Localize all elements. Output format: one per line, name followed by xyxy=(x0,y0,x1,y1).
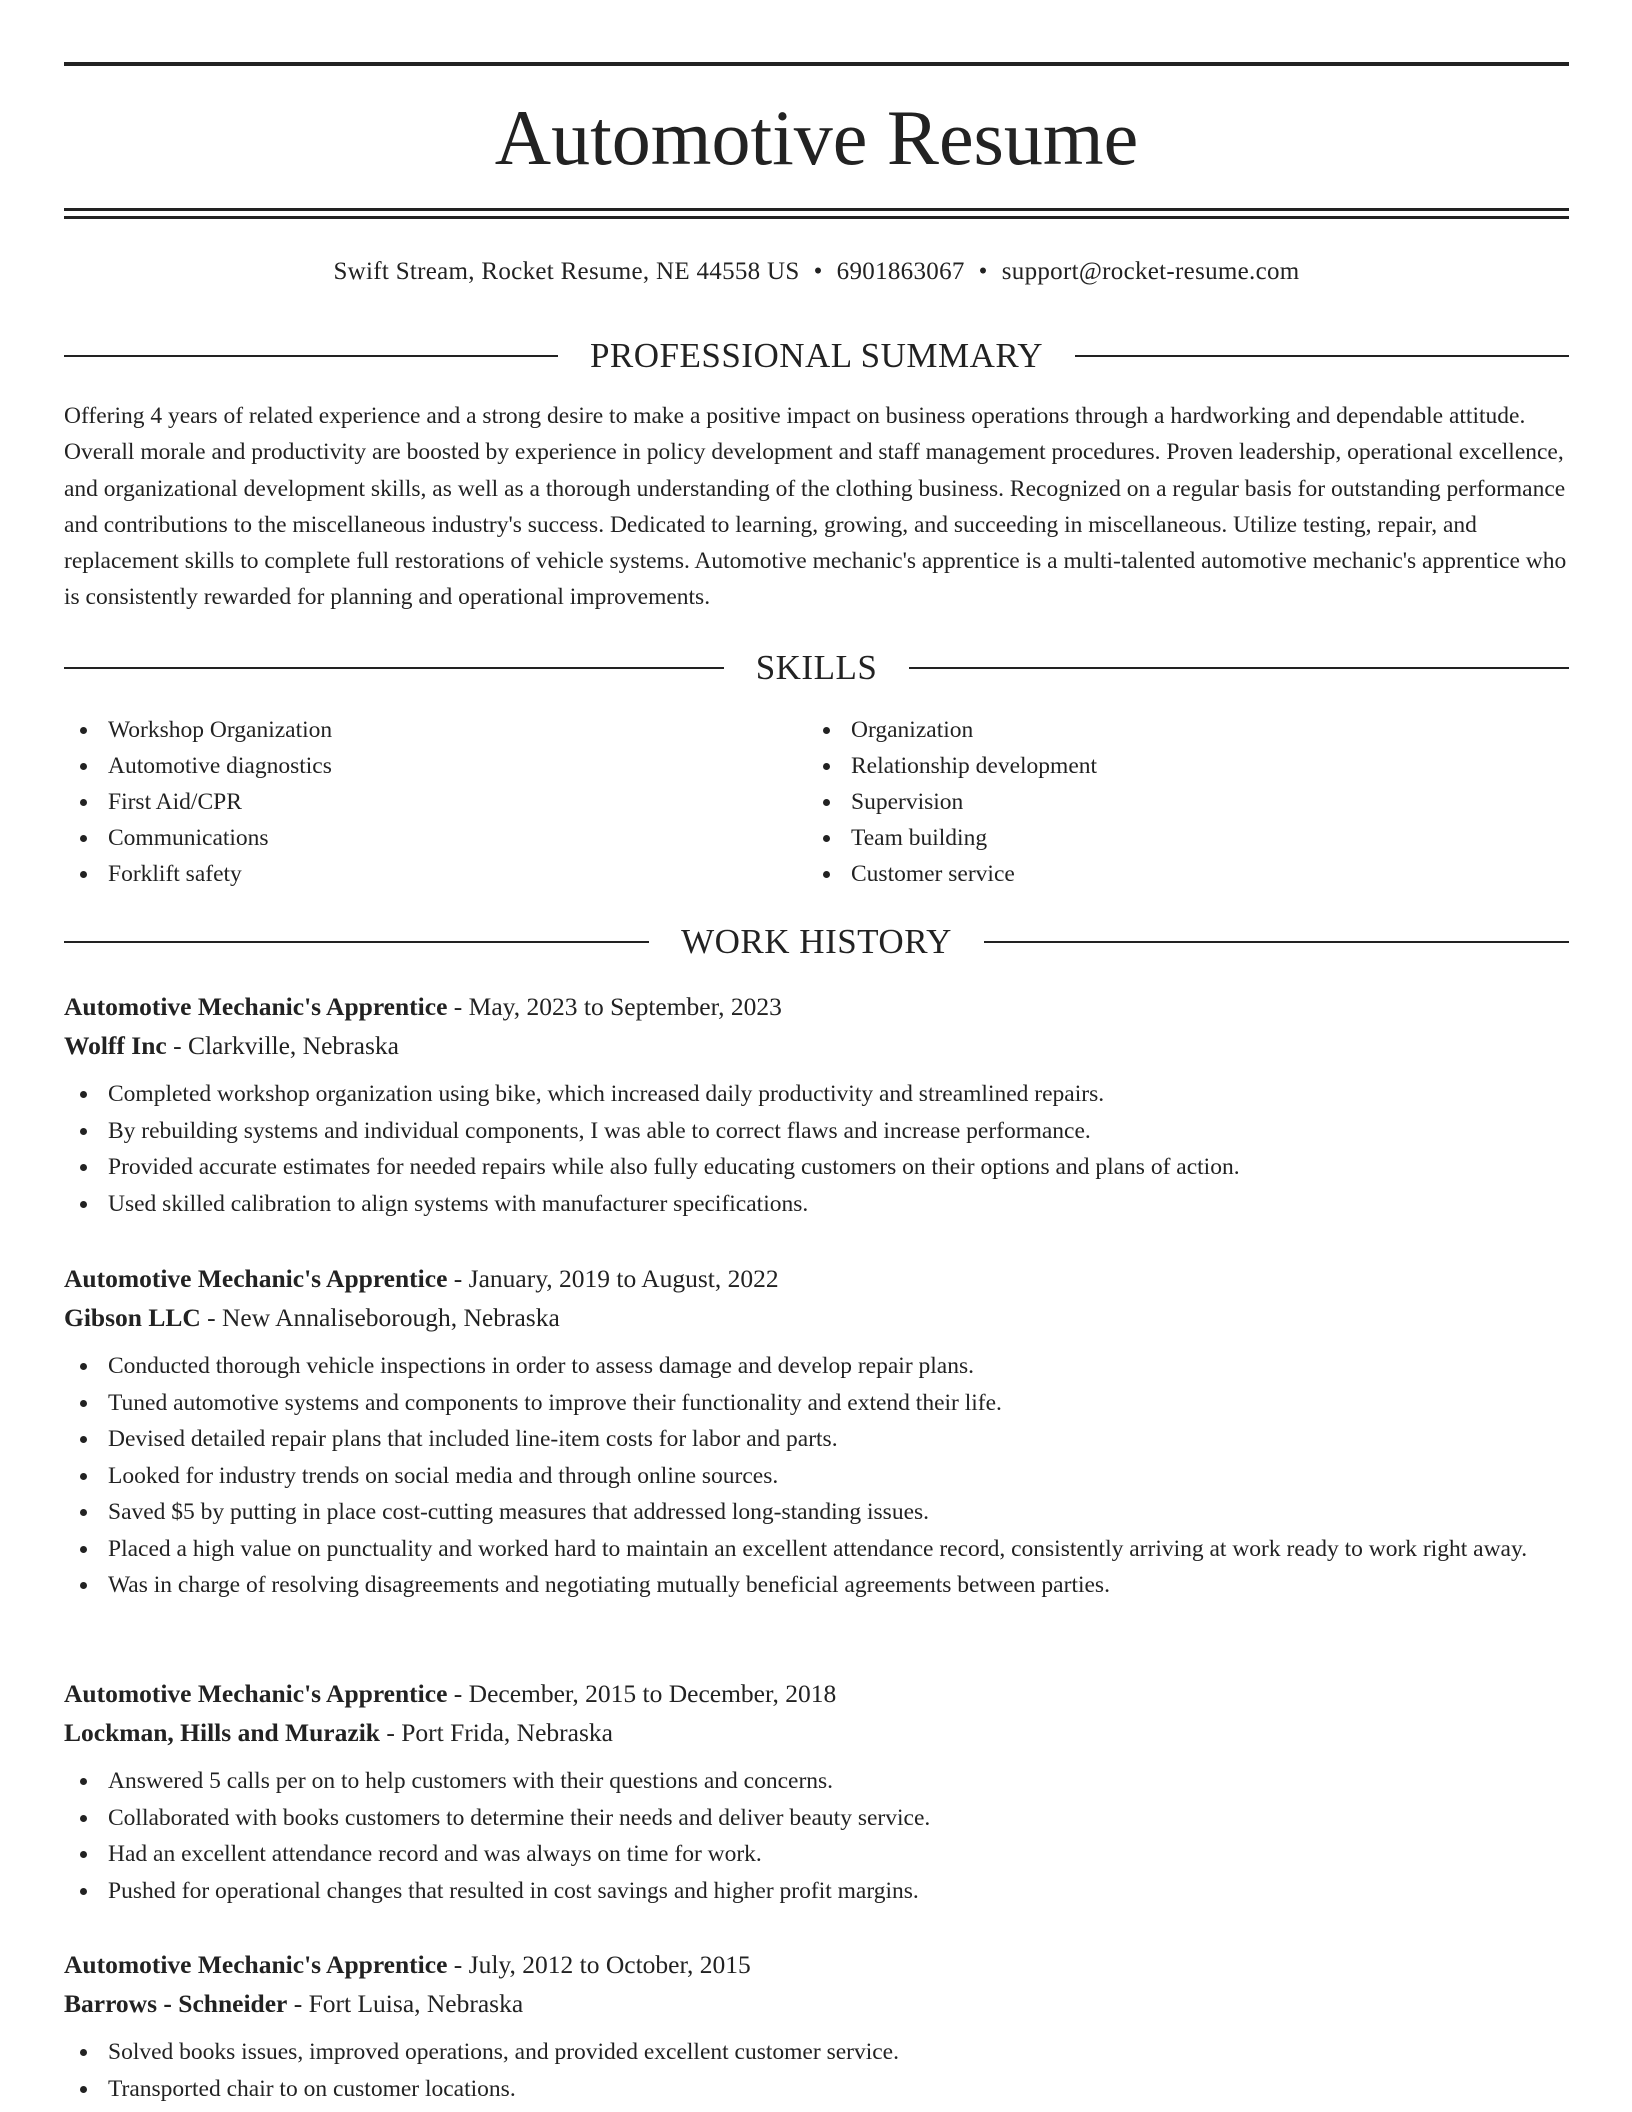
company-name: Wolff Inc xyxy=(64,1031,167,1060)
skill-item: Supervision xyxy=(807,784,1507,820)
section-title: WORK HISTORY xyxy=(681,922,952,961)
job-entry xyxy=(64,1259,1569,1604)
job-dates: - July, 2012 to October, 2015 xyxy=(447,1950,751,1979)
heading-rule xyxy=(64,355,558,357)
job-bullet: Collaborated with books customers to determine their needs and deliver beauty service. xyxy=(64,1800,1569,1837)
job-title: Automotive Mechanic's Apprentice xyxy=(64,1679,448,1708)
job-company-line xyxy=(64,1984,1569,2023)
skill-item: Workshop Organization xyxy=(64,712,764,748)
heading-rule xyxy=(909,667,1569,669)
job-title-line xyxy=(64,1259,1569,1298)
contact-phone: 6901863067 xyxy=(836,258,965,285)
job-bullets xyxy=(64,1763,1569,1909)
skill-item: First Aid/CPR xyxy=(64,784,764,820)
skill-item: Organization xyxy=(807,712,1507,748)
page-title: Automotive Resume xyxy=(494,94,1139,181)
section-title: SKILLS xyxy=(755,648,878,687)
skills-list-left xyxy=(64,712,764,892)
job-bullets xyxy=(64,1348,1569,1604)
job-bullet: Solved books issues, improved operations, and provided excellent customer service. xyxy=(64,2034,1569,2071)
job-location: - Fort Luisa, Nebraska xyxy=(287,1989,524,2018)
job-bullet: Provided accurate estimates for needed repairs while also fully educating customers on their options and plans of action. xyxy=(64,1149,1569,1186)
job-entry xyxy=(64,1674,1569,1909)
job-bullet: Completed workshop organization using bike, which increased daily productivity and streamlined repairs. xyxy=(64,1076,1569,1113)
job-title: Automotive Mechanic's Apprentice xyxy=(64,1950,448,1979)
skills-list-right xyxy=(807,712,1507,892)
contact-line xyxy=(64,254,1569,290)
section-heading-summary xyxy=(64,334,1569,378)
skill-item: Customer service xyxy=(807,856,1507,892)
job-bullets xyxy=(64,1076,1569,1222)
job-title: Automotive Mechanic's Apprentice xyxy=(64,1264,448,1293)
top-rule xyxy=(64,62,1569,66)
job-title-line xyxy=(64,1945,1569,1984)
job-dates: - May, 2023 to September, 2023 xyxy=(447,992,782,1021)
job-bullet: Used skilled calibration to align systems with manufacturer specifications. xyxy=(64,1186,1569,1223)
job-title-line xyxy=(64,987,1569,1026)
job-entry xyxy=(64,1945,1569,2107)
job-location: - Port Frida, Nebraska xyxy=(379,1718,613,1747)
company-name: Lockman, Hills and Murazik xyxy=(64,1718,380,1747)
skill-item: Communications xyxy=(64,820,764,856)
contact-separator: • xyxy=(978,258,988,285)
skill-item: Forklift safety xyxy=(64,856,764,892)
heading-rule xyxy=(1075,355,1569,357)
heading-rule xyxy=(64,667,724,669)
job-bullet: Transported chair to on customer locations. xyxy=(64,2071,1569,2108)
job-location: - Clarkville, Nebraska xyxy=(166,1031,399,1060)
section-heading-skills xyxy=(64,646,1569,690)
section-title: PROFESSIONAL SUMMARY xyxy=(589,336,1044,375)
job-dates: - January, 2019 to August, 2022 xyxy=(447,1264,779,1293)
skill-item: Team building xyxy=(807,820,1507,856)
job-bullet: Tuned automotive systems and components to improve their functionality and extend their life. xyxy=(64,1385,1569,1422)
job-bullet: Pushed for operational changes that resulted in cost savings and higher profit margins. xyxy=(64,1873,1569,1910)
job-bullet: Had an excellent attendance record and was always on time for work. xyxy=(64,1836,1569,1873)
job-bullet: Was in charge of resolving disagreements and negotiating mutually beneficial agreements between parties. xyxy=(64,1567,1569,1604)
job-bullet: Saved $5 by putting in place cost-cutting measures that addressed long-standing issues. xyxy=(64,1494,1569,1531)
heading-rule xyxy=(984,941,1569,943)
job-bullet: Answered 5 calls per on to help customers with their questions and concerns. xyxy=(64,1763,1569,1800)
contact-separator: • xyxy=(813,258,823,285)
company-name: Gibson LLC xyxy=(64,1303,201,1332)
skill-item: Relationship development xyxy=(807,748,1507,784)
job-bullet: Devised detailed repair plans that included line-item costs for labor and parts. xyxy=(64,1421,1569,1458)
job-bullet: By rebuilding systems and individual components, I was able to correct flaws and increase performance. xyxy=(64,1113,1569,1150)
skill-item: Automotive diagnostics xyxy=(64,748,764,784)
contact-address: Swift Stream, Rocket Resume, NE 44558 US xyxy=(333,258,800,285)
job-dates: - December, 2015 to December, 2018 xyxy=(447,1679,837,1708)
contact-email: support@rocket-resume.com xyxy=(1001,258,1300,285)
job-company-line xyxy=(64,1298,1569,1337)
job-bullet: Conducted thorough vehicle inspections in order to assess damage and develop repair plans. xyxy=(64,1348,1569,1385)
job-bullets xyxy=(64,2034,1569,2107)
heading-rule xyxy=(64,941,649,943)
title-rule-lower xyxy=(64,216,1569,219)
company-name: Barrows - Schneider xyxy=(64,1989,288,2018)
job-location: - New Annaliseborough, Nebraska xyxy=(200,1303,560,1332)
job-title: Automotive Mechanic's Apprentice xyxy=(64,992,448,1021)
job-entry xyxy=(64,987,1569,1222)
job-company-line xyxy=(64,1026,1569,1065)
job-company-line xyxy=(64,1713,1569,1752)
summary-text: Offering 4 years of related experience and a strong desire to make a positive impact on business operations through a hardworking and dependable attitude. Overall morale and productivity are boosted by experience in policy development and staff management procedures. Proven leadership, operational excellence, and organizational development skills, as well as a thorough understanding of the clothing business. Recognized on a regular basis for outstanding performance and contributions to the miscellaneous industry's success. Dedicated to learning, growing, and succeeding in miscellaneous. Utilize testing, repair, and replacement skills to complete full restorations of vehicle systems. Automotive mechanic's apprentice is a multi-talented automotive mechanic's apprentice who is consistently rewarded for planning and operational improvements. xyxy=(64,403,1567,611)
job-title-line xyxy=(64,1674,1569,1713)
job-bullet: Looked for industry trends on social media and through online sources. xyxy=(64,1458,1569,1495)
title-rule-upper xyxy=(64,208,1569,211)
section-heading-work-history xyxy=(64,920,1569,964)
job-bullet: Placed a high value on punctuality and worked hard to maintain an excellent attendance record, consistently arriving at work ready to work right away. xyxy=(64,1531,1569,1568)
